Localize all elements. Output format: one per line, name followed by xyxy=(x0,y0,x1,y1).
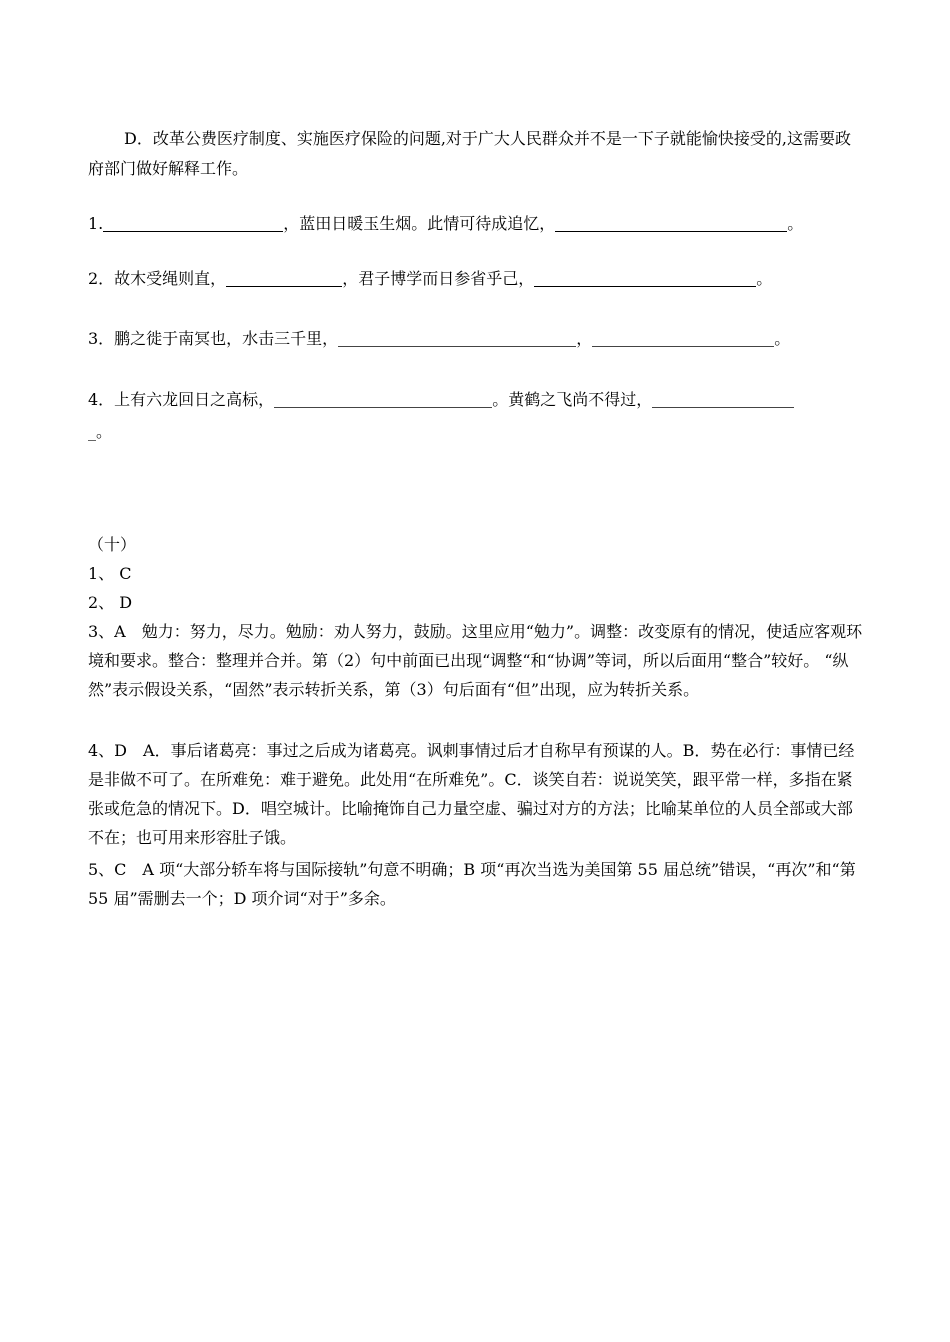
fill-blank-1-end: 。 xyxy=(787,214,804,233)
fill-blank-3 xyxy=(88,326,864,352)
answer-2: 2、 D xyxy=(88,593,133,612)
answer-3: 3、A 勉力：努力，尽力。勉励：劝人努力，鼓励。这里应用“勉力”。调整：改变原有的情况，使适应客观环境和要求。整合：整理并合并。第（2）句中前面已出现“调整“和“协调”等词，所以后面用“整合”较好。 “纵然”表示假设关系，“固然”表示转折关系，第（3）句后面有“但”出现，应为转折关系。 xyxy=(88,622,863,699)
answers-heading: （十） xyxy=(88,535,137,554)
fill-blank-2-text: ，君子博学而日参省乎己， xyxy=(342,269,535,288)
fill-blank-3-text: ， xyxy=(576,329,593,348)
fill-blank-1 xyxy=(88,211,864,237)
fill-blank-4 xyxy=(88,384,864,448)
blank-line xyxy=(534,268,756,287)
fill-blank-3-start: 3．鹏之徙于南冥也，水击三千里， xyxy=(88,329,339,348)
fill-blank-4-text: 。黄鹤之飞尚不得过， xyxy=(492,390,653,409)
fill-blank-3-end: 。 xyxy=(774,329,791,348)
blank-line xyxy=(103,213,283,232)
blank-line xyxy=(555,213,787,232)
fill-blank-1-text: ，蓝田日暖玉生烟。此情可待成追忆， xyxy=(283,214,556,233)
blank-line xyxy=(338,328,576,347)
fill-blank-4-start: 4．上有六龙回日之高标， xyxy=(88,390,275,409)
blank-line xyxy=(274,389,492,408)
blank-line xyxy=(226,268,342,287)
fill-blank-2-end: 。 xyxy=(756,269,773,288)
answer-4: 4、D A．事后诸葛亮：事过之后成为诸葛亮。讽刺事情过后才自称早有预谋的人。B．势在必行：事情已经是非做不可了。在所难免：难于避免。此处用“在所难免”。C．谈笑自若：说说笑笑，跟平常一样，多指在紧张或危急的情况下。D．唱空城计。比喻掩饰自己力量空虚、骗过对方的方法；比喻某单位的人员全部或大部不在；也可用来形容肚子饿。 xyxy=(88,741,855,847)
fill-blank-2-start: 2．故木受绳则直， xyxy=(88,269,227,288)
fill-blank-4-end: _。 xyxy=(88,422,113,441)
answer-1: 1、 C xyxy=(88,564,132,583)
fill-blank-1-number: 1. xyxy=(88,214,104,233)
blank-line xyxy=(652,389,794,408)
blank-line xyxy=(592,328,774,347)
question-d-paragraph: D．改革公费医疗制度、实施医疗保险的问题,对于广大人民群众并不是一下子就能愉快接受的,这需要政府部门做好解释工作。 xyxy=(88,129,852,178)
fill-blank-2 xyxy=(88,266,864,292)
answer-5: 5、C A 项“大部分轿车将与国际接轨”句意不明确；B 项“再次当选为美国第 55 届总统”错误，“再次”和“第 55 届”需删去一个；D 项介词“对于”多余。 xyxy=(88,860,856,908)
